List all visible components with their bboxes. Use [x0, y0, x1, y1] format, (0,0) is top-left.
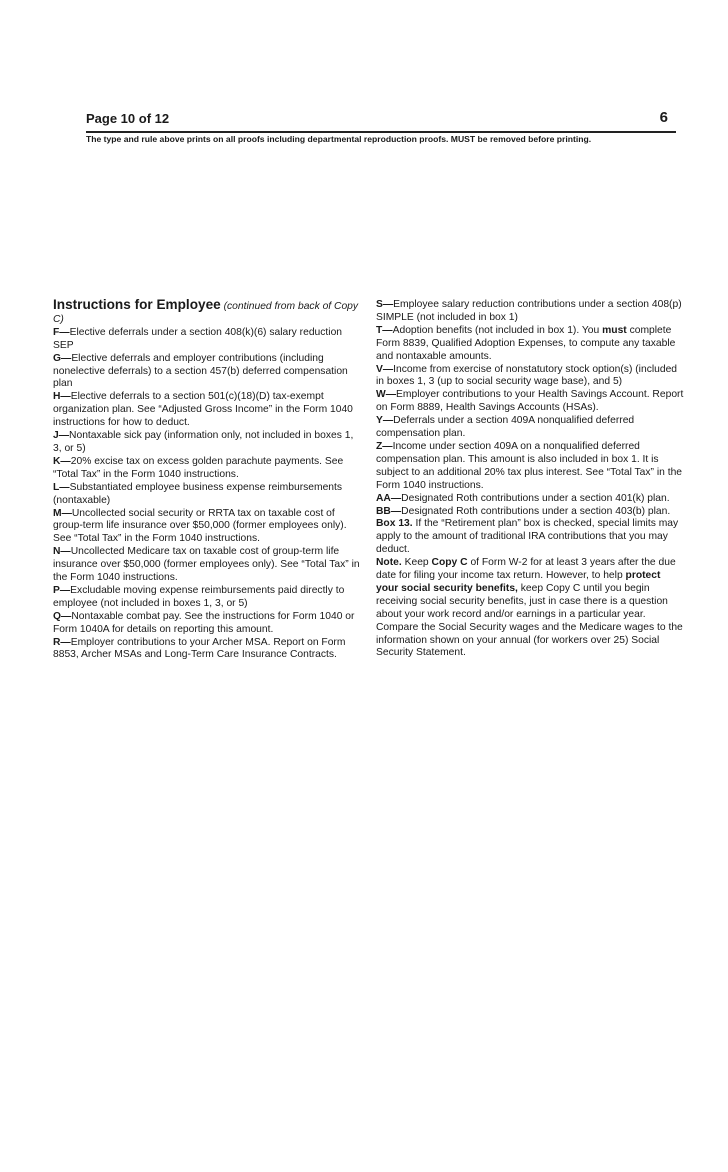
code-item — [53, 585, 361, 611]
code-label: W— — [376, 389, 397, 401]
code-text: Substantiated employee business expense reimbursements (nontaxable) — [53, 481, 343, 506]
code-label: Y— — [376, 415, 394, 427]
code-text: Income under section 409A on a nonqualified deferred compensation plan. This amount is also included in box 1. It is subject to an additional 20% tax plus interest. See “Total Tax” in the Form 1040 instructions. — [376, 440, 683, 491]
code-label: S— — [376, 299, 394, 310]
code-label: AA— — [376, 492, 402, 504]
code-text: Employer contributions to your Health Savings Account. Report on Form 8889, Health Savings Accounts (HSAs). — [376, 389, 684, 414]
note-text-2: of Form W-2 for at least 3 years after the due date for filing your income tax return. However, to help — [376, 557, 676, 582]
code-text: Elective deferrals under a section 408(k)(6) salary reduction SEP — [53, 326, 343, 351]
code-item — [376, 493, 684, 506]
code-text: Uncollected social security or RRTA tax on taxable cost of group-term life insurance over $50,000 (former employees only). See “Total Tax” in the Form 1040 instructions. — [53, 507, 347, 545]
code-item — [376, 325, 684, 364]
code-emphasis: must — [602, 324, 627, 336]
code-label: BB— — [376, 505, 402, 517]
code-item — [376, 415, 684, 441]
code-text: Adoption benefits (not included in box 1). You — [392, 324, 603, 336]
code-label: H— — [53, 391, 71, 403]
section-heading: Instructions for Employee — [53, 297, 221, 312]
code-label: M— — [53, 507, 72, 519]
code-label: Z— — [376, 440, 393, 452]
code-item — [53, 391, 361, 430]
code-label: P— — [53, 584, 71, 596]
right-column — [376, 299, 684, 660]
note-bold-1: Copy C — [431, 557, 468, 569]
code-label: G— — [53, 352, 72, 364]
code-item — [376, 299, 684, 325]
section-heading-note: (continued from back of Copy C) — [53, 301, 359, 325]
code-item — [53, 456, 361, 482]
code-text: Nontaxable combat pay. See the instructions for Form 1040 or Form 1040A for details on reporting this amount. — [53, 610, 355, 635]
note-label: Note. — [376, 557, 402, 569]
code-label: J— — [53, 430, 70, 442]
note-paragraph — [376, 557, 684, 660]
proof-header — [86, 111, 676, 133]
code-item — [53, 430, 361, 456]
left-code-list — [53, 327, 361, 663]
code-text: Designated Roth contributions under a section 403(b) plan. — [401, 505, 671, 517]
code-text: Employer contributions to your Archer MSA. Report on Form 8853, Archer MSAs and Long-Term Care Insurance Contracts. — [53, 636, 346, 661]
note-text-3: keep Copy C until you begin receiving social security benefits, just in case there is a question about your work record and/or earnings in a particular year. Compare the Social Security wages and the Medicare wages to the information shown on your annual (for workers over 25) Social Security Statement. — [376, 582, 683, 659]
box13-text: If the “Retirement plan” box is checked, special limits may apply to the amount of traditional IRA contributions that you may deduct. — [376, 518, 679, 556]
box13-paragraph — [376, 518, 684, 557]
code-label: L— — [53, 481, 70, 493]
code-label: T— — [376, 324, 393, 336]
code-item — [53, 353, 361, 392]
code-item — [376, 506, 684, 519]
box13-label: Box 13. — [376, 518, 413, 530]
proof-notice: The type and rule above prints on all proofs including departmental reproduction proofs. MUST be removed before printing. — [86, 134, 592, 144]
left-column — [53, 299, 361, 662]
code-text-cont: complete Form 8839, Qualified Adoption Expenses, to compute any taxable and nontaxable amounts. — [376, 324, 676, 362]
section-title — [53, 299, 361, 327]
code-item — [376, 389, 684, 415]
code-label: N— — [53, 546, 71, 558]
code-label: R— — [53, 636, 71, 648]
code-text: 20% excise tax on excess golden parachute payments. See “Total Tax” in the Form 1040 instructions. — [53, 455, 344, 480]
code-item — [53, 327, 361, 353]
code-text: Designated Roth contributions under a section 401(k) plan. — [401, 492, 670, 504]
note-text-1: Keep — [401, 557, 432, 569]
page-number: 6 — [659, 109, 668, 126]
code-text: Deferrals under a section 409A nonqualified deferred compensation plan. — [376, 415, 635, 440]
code-label: V— — [376, 363, 394, 375]
code-text: Uncollected Medicare tax on taxable cost of group-term life insurance over $50,000 (former employees only). See “Total Tax” in the Form 1040 instructions. — [53, 546, 360, 584]
code-label: F— — [53, 326, 70, 338]
code-item — [376, 364, 684, 390]
code-text: Nontaxable sick pay (information only, not included in boxes 1, 3, or 5) — [53, 430, 354, 454]
code-item — [53, 482, 361, 508]
code-label: K— — [53, 455, 71, 467]
code-text: Elective deferrals and employer contributions (including nonelective deferrals) to a section 457(b) deferred compensation plan — [53, 352, 348, 390]
code-item — [53, 546, 361, 585]
code-text: Excludable moving expense reimbursements paid directly to employee (not included in boxes 1, 3, or 5) — [53, 584, 345, 609]
code-label: Q— — [53, 610, 72, 622]
note-bold-2: protect your social security benefits, — [376, 570, 661, 594]
code-item — [376, 441, 684, 493]
code-item — [53, 508, 361, 547]
page-label: Page 10 of 12 — [86, 111, 170, 126]
code-item — [53, 637, 361, 663]
code-item — [53, 611, 361, 637]
right-code-list — [376, 299, 684, 518]
code-text: Elective deferrals to a section 501(c)(18)(D) tax-exempt organization plan. See “Adjusted Gross Income” in the Form 1040 instructions for how to deduct. — [53, 391, 353, 429]
code-text: Employee salary reduction contributions under a section 408(p) SIMPLE (not included in box 1) — [376, 299, 682, 323]
code-text: Income from exercise of nonstatutory stock option(s) (included in boxes 1, 3 (up to social security wage base), and 5) — [376, 363, 678, 388]
